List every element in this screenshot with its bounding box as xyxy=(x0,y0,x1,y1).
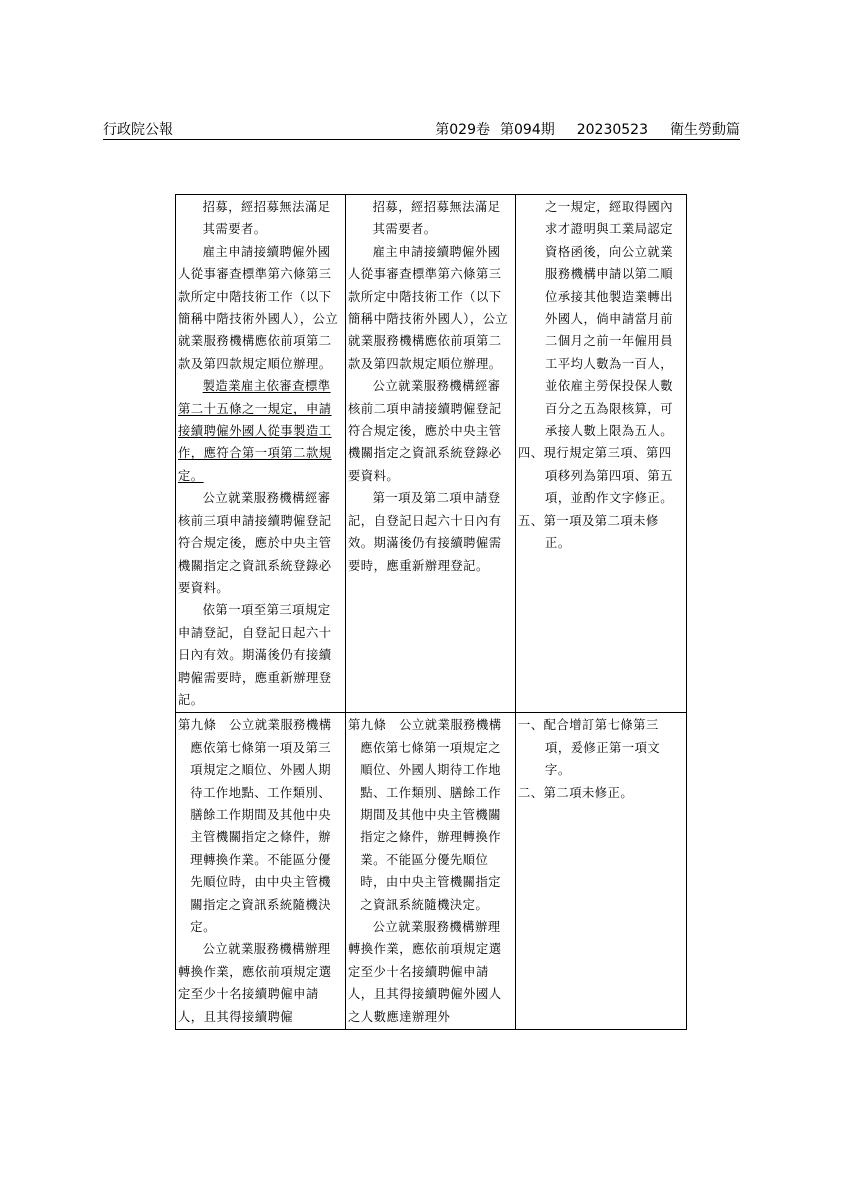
paragraph: 公立就業服務機構經審核前三項申請接續聘僱登記符合規定後，應於中央主管機關指定之資訊系統登錄必要資料。 xyxy=(178,491,332,595)
paragraph: 公立就業服務機構辦理轉換作業，應依前項規定選定至少十名接續聘僱申請人，且其得接續聘僱外國人之人數應達辦理外 xyxy=(348,920,502,1024)
publish-date: 20230523 xyxy=(576,122,648,138)
current-text-cell xyxy=(346,195,516,713)
paragraph: 依第一項至第三項規定申請登記，自登記日起六十日內有效。期滿後仍有接續聘僱需要時，應重新辦理登記。 xyxy=(178,603,332,707)
paragraph: 招募，經招募無法滿足其需要者。 xyxy=(202,200,331,237)
amended-text-cell xyxy=(176,713,346,1030)
new-paragraph-underlined: 製造業雇主依審查標準第二十五條之一規定，申請接續聘僱外國人從事製造工作，應符合第一項第二款規定。 xyxy=(178,379,332,483)
gazette-header xyxy=(103,119,740,140)
explanation-cell xyxy=(516,195,687,713)
paragraph: 雇主申請接續聘僱外國人從事審查標準第六條第三款所定中階技術工作（以下簡稱中階技術外國人），公立就業服務機構應依前項第二款及第四款規定順位辦理。 xyxy=(178,244,339,371)
comparison-table xyxy=(175,194,687,1030)
note-item: 四、現行規定第三項、第四項移列為第四項、第五項，並酌作文字修正。 xyxy=(518,446,674,506)
table-row xyxy=(176,713,687,1030)
section-name: 衛生勞動篇 xyxy=(670,122,740,138)
paragraph: 雇主申請接續聘僱外國人從事審查標準第六條第三款所定中階技術工作（以下簡稱中階技術外國人），公立就業服務機構應依前項第二款及第四款規定順位辦理。 xyxy=(348,244,509,371)
table-row xyxy=(176,195,687,713)
volume-number: 第029卷 xyxy=(435,122,490,138)
paragraph: 招募，經招募無法滿足其需要者。 xyxy=(372,200,501,237)
paragraph: 公立就業服務機構辦理轉換作業，應依前項規定選定至少十名接續聘僱申請人，且其得接續聘僱 xyxy=(178,942,332,1024)
article-paragraph: 第九條 公立就業服務機構應依第七條第一項規定之順位、外國人期待工作地點、工作類別、膳餘工作期間及其他中央主管機關指定之條件，辦理轉換作業。不能區分優先順位時，由中央主管機關指定之資訊系統隨機決定。 xyxy=(348,718,502,912)
note-continuation: 之一規定，經取得國內求才證明與工業局認定資格函後，向公立就業服務機構申請以第二順位承接其他製造業轉出外國人，倘申請當月前二個月之前一年僱用員工平均人數為一百人，並依雇主勞保投保人數百分之五為限核算，可承接人數上限為五人。 xyxy=(545,200,674,439)
paragraph: 第一項及第二項申請登記，自登記日起六十日內有效。期滿後仍有接續聘僱需要時，應重新辦理登記。 xyxy=(348,491,502,573)
note-item: 二、第二項未修正。 xyxy=(518,785,634,800)
paragraph: 公立就業服務機構經審核前二項申請接續聘僱登記符合規定後，應於中央主管機關指定之資訊系統登錄必要資料。 xyxy=(348,379,502,483)
gazette-meta xyxy=(425,119,740,139)
gazette-title: 行政院公報 xyxy=(103,122,173,138)
amended-text-cell xyxy=(176,195,346,713)
note-item: 一、配合增訂第七條第三項，爰修正第一項文字。 xyxy=(518,718,661,778)
current-text-cell xyxy=(346,713,516,1030)
article-paragraph: 第九條 公立就業服務機構應依第七條第一項及第三項規定之順位、外國人期待工作地點、工作類別、膳餘工作期間及其他中央主管機關指定之條件，辦理轉換作業。不能區分優先順位時，由中央主管機關指定之資訊系統隨機決定。 xyxy=(178,718,332,934)
explanation-cell xyxy=(516,713,687,1030)
note-item: 五、第一項及第二項未修正。 xyxy=(518,513,659,551)
issue-number: 第094期 xyxy=(500,122,555,138)
